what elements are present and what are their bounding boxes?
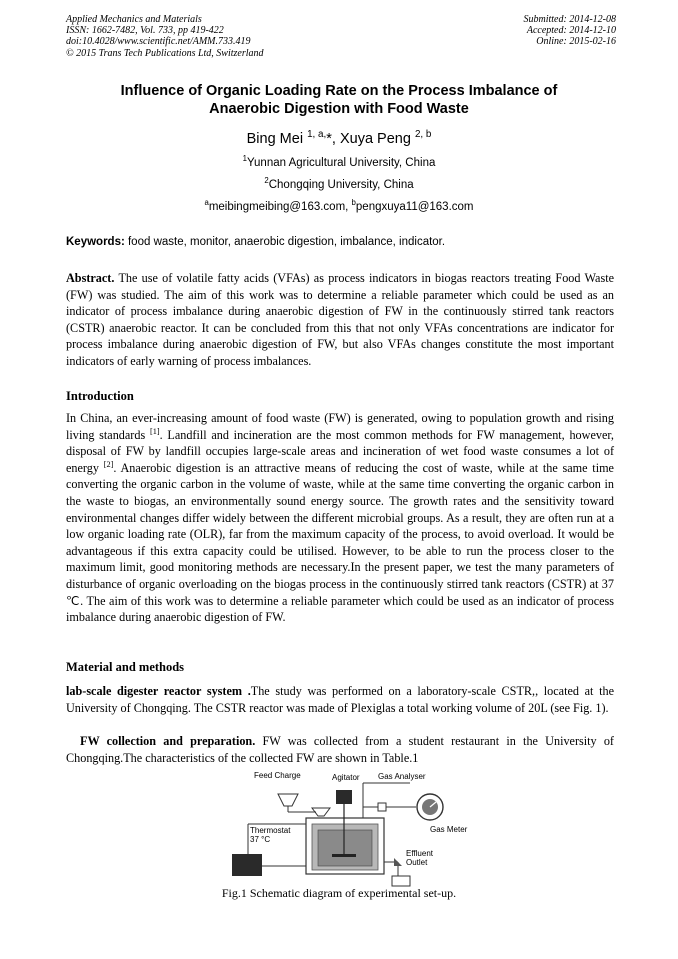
agitator-motor [336,790,352,804]
effluent-tank [392,876,410,886]
email-a: meibingmeibing@163.com [208,201,346,213]
citation-2: [2] [103,459,114,469]
label-thermostat: Thermostat [250,826,291,835]
online-date: Online: 2015-02-16 [536,36,616,48]
label-gas-analyser: Gas Analyser [378,772,426,781]
header-left [66,14,264,59]
title-line-1: Influence of Organic Loading Rate on the Process Imbalance of [120,83,558,99]
figure-caption: Fig.1 Schematic diagram of experimental set-up. [221,886,457,900]
label-effluent: Effluent [406,849,433,858]
agitator-blade [332,854,356,857]
introduction-heading: Introduction [66,389,134,403]
label-temperature: 37 °C [250,835,271,844]
label-gas-meter: Gas Meter [430,825,468,834]
author-1-sup: 1, a, [307,129,327,141]
email-b: pengxuya11@163.com [355,201,474,213]
doi: doi:10.4028/www.scientific.net/AMM.733.419 [66,36,251,48]
subsection-reactor-label: lab-scale digester reactor system . [66,684,251,698]
feed-hopper [278,794,298,806]
experimental-setup-diagram [218,770,468,890]
author-2-sup: 2, b [414,129,432,141]
header-right [524,14,617,48]
effluent-valve [394,858,402,866]
author-emails: $^a$meibingmeibing@163.com, $^b$pengxuya11@163.com [204,198,474,213]
abstract-text: The use of volatile fatty acids (VFAs) as process indicators in biogas reactors treating Food Waste (FW) was studied. The aim of this work was to determine a reliable parameter which could be used as an indicator of process imbalance during anaerobic digestion of FW in the continuously stirred tank reactors (CSTR) anaerobic reactor. It can be concluded from this that not only VFAs concentrations are indicator for process imbalance during anaerobic digestion of FW, but also VFAs changes constitute the most important indicators of early warning of process imbalances. [66,271,614,368]
accepted-date: Accepted: 2014-12-10 [526,25,616,37]
authors: Bing Mei $^{1, a,}$*, Xuya Peng $^{2, b}$ [246,129,432,147]
thermostat-unit [232,854,262,876]
subsection-fw-label: FW collection and preparation. [80,734,256,748]
submitted-date: Submitted: 2014-12-08 [523,14,616,25]
abstract-label: Abstract. [66,271,115,285]
journal-name: Applied Mechanics and Materials [66,14,202,25]
methods-paragraph-2: FW collection and preparation. FW was collected from a student restaurant in the University of Chongqing.The characteristics of the collected FW are shown in Table.1 [66,734,614,765]
introduction-text: In China, an ever-increasing amount of food waste (FW) is generated, owing to population growth and rising living standards [1]. Landfill and incineration are the most common methods for FW management, however, disposal of FW by landfill occupies large-scale areas and incineration of wet food waste consumes a lot of energy [2]. Anaerobic digestion is an attractive means of reducing the cost of waste, while at the same time converting the organic carbon in the volume of waste, while at the same time converting the organic carbon in the waste to biogas, an environmentally sound energy source. The growth rates and the sensitivity toward environmental changes differ widely between the different microbial groups. As a result, they are often run at a low organic loading rate (OLR), far from the maximum capacity of the process, to avoid overload. It would be advantageous if this extra capacity could be utilised. However, to be able to run the process closer to the maximum limit, good monitoring methods are necessary.In the present paper, we test the many parameters of disturbance of organic overloading on the biogas process in the continuously stirred tank reactors (CSTR) at 37 ℃. The aim of this work was to determine a reliable parameter which could be used as an indicator of process imbalance during anaerobic digestion of FW. [66,411,614,625]
issn: ISSN: 1662-7482, Vol. 733, pp 419-422 [66,25,224,37]
keywords-label: Keywords: [66,236,125,248]
citation-1: [1] [149,426,160,436]
reactor-inner [318,830,372,866]
author-2: Xuya Peng [339,131,411,147]
figure-1 [218,770,468,890]
abstract [66,270,614,370]
keywords [66,236,626,248]
copyright: © 2015 Trans Tech Publications Ltd, Switzerland [66,47,264,59]
methods-paragraph-1: lab-scale digester reactor system .The study was performed on a laboratory-scale CSTR,, located at the University of Chongqing. The CSTR reactor was made of Plexiglas a total working volume of 20L (see Fig. 1). [66,684,614,715]
author-1: Bing Mei [246,131,304,147]
keywords-text: food waste, monitor, anaerobic digestion, imbalance, indicator. [124,236,446,248]
title-line-2: Anaerobic Digestion with Food Waste [209,101,469,117]
corresponding-star: * [326,131,332,147]
label-agitator: Agitator [332,773,360,782]
label-outlet: Outlet [406,858,428,867]
gas-valve [378,803,386,811]
methods-heading: Material and methods [66,660,185,674]
affiliation-1: $^1$Yunnan Agricultural University, China [242,154,436,169]
affiliation-2: $^2$Chongqing University, China [264,176,414,191]
paper-title [60,82,618,118]
label-feed-charge: Feed Charge [254,771,301,780]
